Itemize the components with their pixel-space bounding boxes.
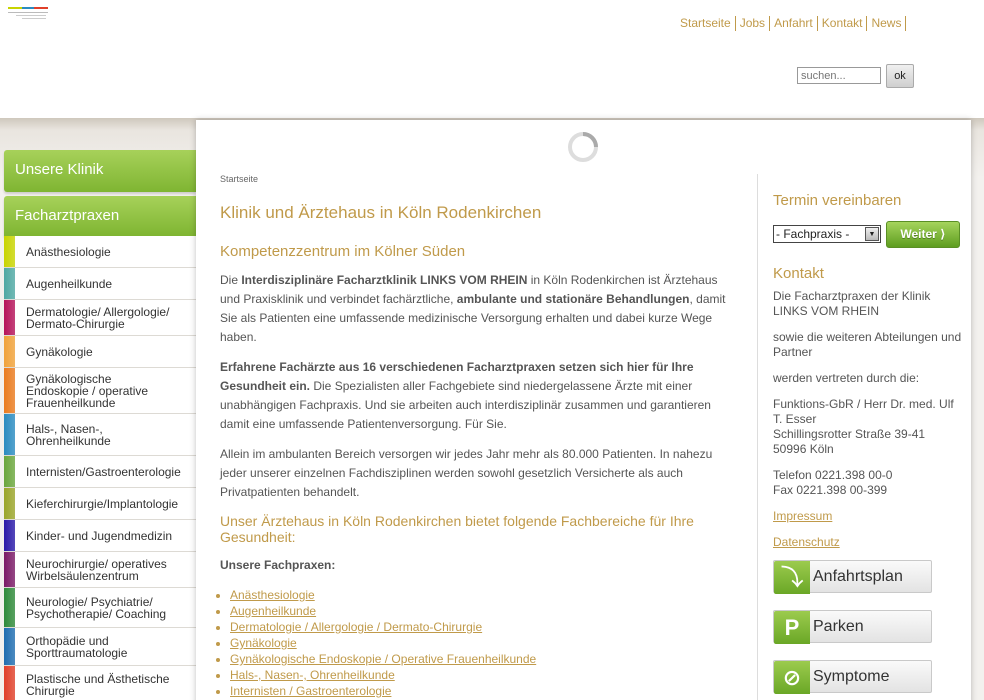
column-divider (757, 174, 758, 700)
kontakt-fax: Fax 0221.398 00-399 (773, 483, 888, 497)
datenschutz-link[interactable]: Datenschutz (773, 535, 840, 549)
sidebar-item-label: Augenheilkunde (26, 276, 113, 291)
kontakt-text: Funktions-GbR / Herr Dr. med. Ulf T. Esser (773, 397, 954, 426)
kontakt-text: werden vertreten durch die: (773, 371, 920, 385)
kontakt-phone: Telefon 0221.398 00-0 (773, 468, 893, 482)
color-strip (4, 520, 15, 551)
breadcrumb[interactable]: Startseite (220, 174, 259, 184)
color-strip (4, 552, 15, 587)
page-title: Klinik und Ärztehaus in Köln Rodenkirchen (220, 203, 542, 222)
list-item (230, 667, 728, 683)
sidebar (4, 150, 196, 700)
patients-paragraph: Allein im ambulanten Bereich versorgen wir jedes Jahr mehr als 80.000 Patienten. In nahezu jeder unserer einzelnen Fachdisziplinen werden sowohl gesetzlich Versicherte als auch Privatpatienten behandelt. (220, 447, 713, 499)
right-column (773, 192, 965, 693)
weiter-button[interactable]: Weiter ⟩ (886, 221, 960, 248)
color-strip (4, 268, 15, 299)
sidebar-item[interactable] (4, 300, 196, 336)
parken-button[interactable] (773, 610, 932, 643)
sidebar-item-label: Kinder- und Jugendmedizin (26, 528, 173, 543)
sidebar-item-label: Neurologie/ Psychiatrie/ Psychotherapie/ Coaching (26, 594, 167, 621)
sidebar-item-label: Hals-, Nasen-, Ohrenheilkunde (26, 421, 111, 448)
nav-kontakt[interactable]: Kontakt (818, 16, 868, 31)
sidebar-item-label: Neurochirurgie/ operatives Wirbelsäulenzentrum (26, 556, 167, 583)
color-strip (4, 368, 15, 413)
nav-news[interactable]: News (867, 16, 906, 31)
sidebar-item[interactable] (4, 268, 196, 300)
sidebar-item[interactable] (4, 236, 196, 268)
fach-link[interactable]: Hals-, Nasen-, Ohrenheilkunde (230, 668, 395, 682)
fachbereiche-heading: Unser Ärztehaus in Köln Rodenkirchen bietet folgende Fachbereiche für Ihre Gesundheit: (220, 513, 694, 545)
sidebar-item[interactable] (4, 488, 196, 520)
color-strip (4, 488, 15, 519)
fach-link[interactable]: Gynäkologische Endoskopie / Operative Frauenheilkunde (230, 652, 537, 666)
fach-link[interactable]: Dermatologie / Allergologie / Dermato-Chirurgie (230, 620, 483, 634)
main-card (196, 120, 971, 700)
sidebar-item[interactable] (4, 552, 196, 588)
sidebar-item[interactable] (4, 368, 196, 414)
termin-heading: Termin vereinbaren (773, 192, 902, 209)
chevron-down-icon[interactable]: ▼ (865, 227, 879, 241)
stethoscope-icon: ⊘ (774, 661, 810, 694)
fachpraxen-list (220, 587, 728, 699)
sidebar-facharztpraxen[interactable]: Facharztpraxen (4, 196, 196, 236)
anfahrtsplan-label: Anfahrtsplan (813, 567, 903, 585)
sidebar-item-label: Dermatologie/ Allergologie/ Dermato-Chirurgie (26, 304, 170, 331)
kontakt-heading: Kontakt (773, 265, 824, 282)
loading-spinner-icon (567, 131, 599, 163)
site-logo[interactable] (8, 4, 48, 24)
list-item (230, 635, 728, 651)
sidebar-item[interactable] (4, 628, 196, 666)
kontakt-text: Die Facharztpraxen der Klinik LINKS VOM RHEIN (773, 289, 931, 318)
fachpraxis-select[interactable] (773, 225, 881, 243)
fach-link[interactable]: Gynäkologie (230, 636, 297, 650)
kontakt-text: sowie die weiteren Abteilungen und Partner (773, 330, 962, 359)
color-strip (4, 414, 15, 455)
sidebar-item[interactable] (4, 456, 196, 488)
parking-icon: P (774, 611, 810, 644)
select-value: - Fachpraxis - (776, 227, 850, 241)
top-navigation (676, 16, 906, 31)
color-strip (4, 236, 15, 267)
sidebar-item[interactable] (4, 414, 196, 456)
nav-startseite[interactable]: Startseite (676, 16, 736, 31)
list-item (230, 603, 728, 619)
parken-label: Parken (813, 617, 864, 635)
nav-jobs[interactable]: Jobs (736, 16, 770, 31)
sidebar-item[interactable] (4, 666, 196, 700)
main-content (220, 174, 728, 699)
fach-link[interactable]: Anästhesiologie (230, 588, 315, 602)
color-strip (4, 666, 15, 700)
page-subtitle: Kompetenzzentrum im Kölner Süden (220, 243, 466, 260)
sidebar-item-label: Anästhesiologie (26, 244, 111, 259)
intro-paragraph: Die Interdisziplinäre Facharztklinik LINKS VOM RHEIN in Köln Rodenkirchen ist Ärztehaus und Praxisklinik und verbindet fachärztliche, ambulante und stationäre Behandlungen, damit Sie als Patienten eine umfassende medizinische Versorgung erhalten und dabei kurze Wege haben. (220, 273, 726, 344)
list-item (230, 619, 728, 635)
sidebar-unsere-klinik[interactable]: Unsere Klinik (4, 150, 196, 192)
anfahrtsplan-button[interactable] (773, 560, 932, 593)
fachpraxen-heading: Unsere Fachpraxen: (220, 558, 336, 572)
color-strip (4, 456, 15, 487)
search-ok-button[interactable]: ok (886, 64, 914, 88)
kontakt-street: Schillingsrotter Straße 39-41 (773, 427, 926, 441)
termin-form (773, 221, 965, 255)
sidebar-item-label: Kieferchirurgie/Implantologie (26, 496, 179, 511)
symptome-label: Symptome (813, 667, 890, 685)
kontakt-city: 50996 Köln (773, 442, 834, 456)
nav-anfahrt[interactable]: Anfahrt (770, 16, 818, 31)
impressum-link[interactable]: Impressum (773, 509, 833, 523)
sidebar-item-label: Orthopädie und Sporttraumatologie (26, 633, 128, 660)
color-strip (4, 336, 15, 367)
specialists-paragraph: Erfahrene Fachärzte aus 16 verschiedenen Facharztpraxen setzen sich hier für Ihre Gesundheit ein. Die Spezialisten aller Fachgebiete sind niedergelassene Ärzte mit einer unabhängigen Fachpraxis. Und sie arbeiten auch interdisziplinär zusammen und garantieren damit eine umfassende Patientenversorgung. Für Sie. (220, 360, 711, 431)
list-item (230, 683, 728, 699)
color-strip (4, 300, 15, 335)
route-icon: ⤵ (774, 561, 810, 594)
fach-link[interactable]: Augenheilkunde (230, 604, 317, 618)
sidebar-item[interactable] (4, 336, 196, 368)
sidebar-item-label: Gynäkologische Endoskopie / operative Frauenheilkunde (26, 371, 149, 410)
search-input[interactable] (797, 67, 881, 84)
sidebar-item-label: Plastische und Ästhetische Chirurgie (26, 671, 170, 698)
color-strip (4, 628, 15, 665)
list-item (230, 651, 728, 667)
sidebar-item[interactable] (4, 588, 196, 628)
list-item (230, 587, 728, 603)
sidebar-item-label: Internisten/Gastroenterologie (26, 464, 181, 479)
fach-link[interactable]: Internisten / Gastroenterologie (230, 684, 392, 698)
sidebar-item-label: Gynäkologie (26, 344, 93, 359)
symptome-button[interactable] (773, 660, 932, 693)
sidebar-item[interactable] (4, 520, 196, 552)
color-strip (4, 588, 15, 627)
